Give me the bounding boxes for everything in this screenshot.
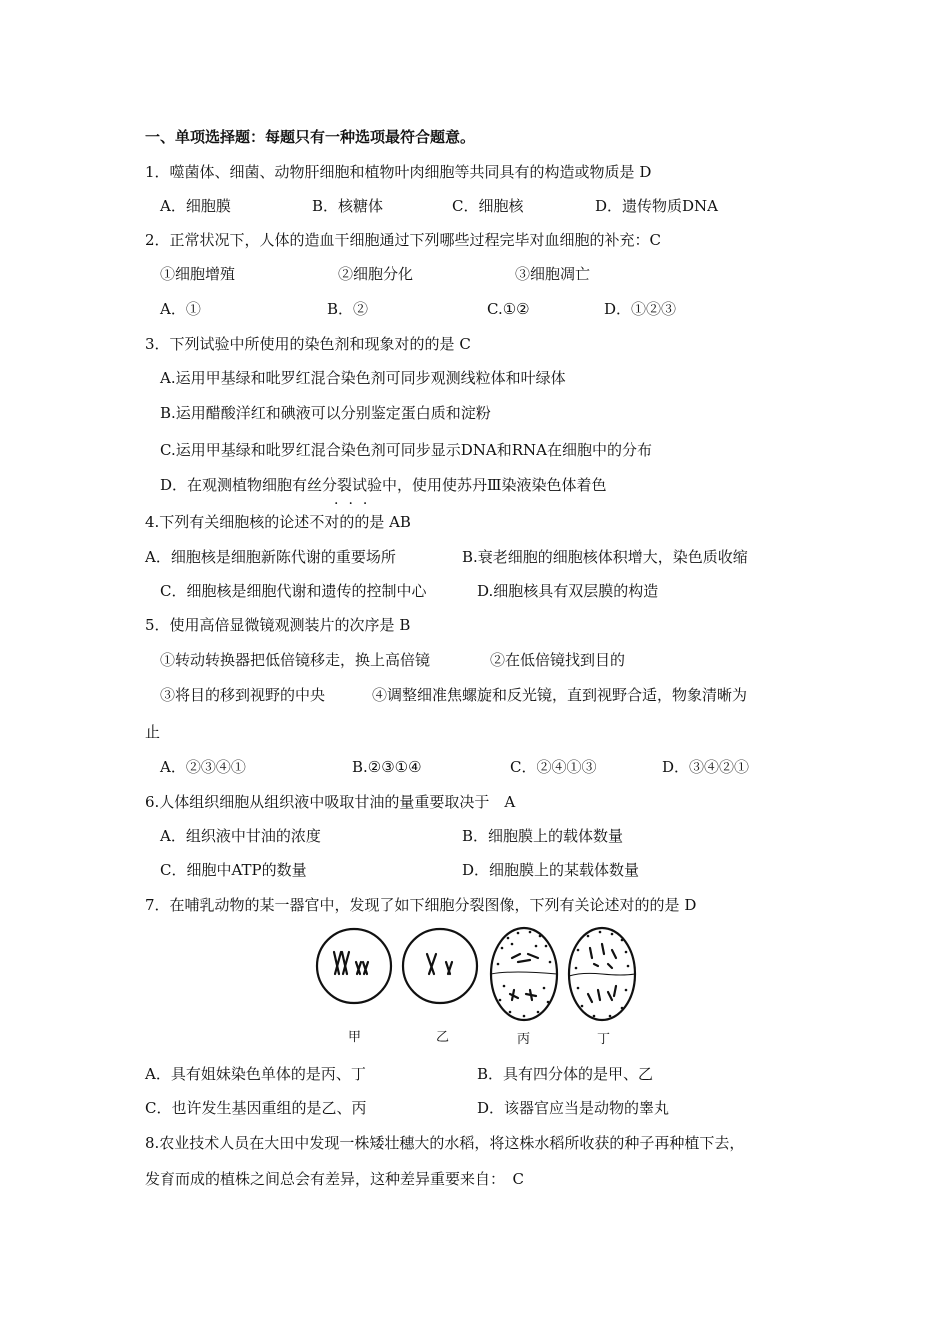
question-1-option-c: C．细胞核 [452,197,524,215]
question-3-option-a: A.运用甲基绿和吡罗红混合染色剂可同步观测线粒体和叶绿体 [160,369,566,387]
question-6-option-a: A．组织液中甘油的浓度 [160,827,321,845]
question-1-stem: 1．噬菌体、细菌、动物肝细胞和植物叶肉细胞等共同具有的构造或物质是 D [145,163,652,181]
question-8-stem-line-1: 8.农业技术人员在大田中发现一株矮壮穗大的水稻，将这株水稻所收获的种子再种植下去， [145,1134,745,1152]
section-heading: 一、单项选择题：每题只有一种选项最符合题意。 [145,128,476,146]
question-3-option-b: B.运用醋酸洋红和碘液可以分别鉴定蛋白质和淀粉 [160,404,491,422]
question-4-stem: 4.下列有关细胞核的论述不对的的是 AB [145,513,411,531]
question-5-option-c: C．②④①③ [510,758,597,776]
question-3-option-c: C.运用甲基绿和吡罗红混合染色剂可同步显示DNA和RNA在细胞中的分布 [160,441,652,459]
cell-division-drawing [312,924,642,1044]
question-5-item-2: ②在低倍镜找到目的 [490,651,626,669]
emphasis-dots: ··· [334,496,378,512]
question-5-item-3: ③将目的移到视野的中央 [160,686,326,704]
question-5-stem: 5．使用高倍显微镜观测装片的次序是 B [145,616,411,634]
question-5-item-1: ①转动转换器把低倍镜移走，换上高倍镜 [160,651,431,669]
question-2-option-d: D．①②③ [604,300,677,318]
question-8-stem-line-2: 发育而成的植株之间总会有差异，这种差异重要来自： C [145,1170,524,1188]
question-4-option-d: D.细胞核具有双层膜的构造 [477,582,659,600]
question-4-option-c: C．细胞核是细胞代谢和遗传的控制中心 [160,582,427,600]
question-7-option-a: A．具有姐妹染色单体的是丙、丁 [145,1065,366,1083]
figure-label-yi: 乙 [436,1030,450,1045]
question-4-option-a: A．细胞核是细胞新陈代谢的重要场所 [145,548,396,566]
question-6-stem: 6.人体组织细胞从组织液中吸取甘油的量重要取决于 A [145,793,516,811]
question-7-stem: 7．在哺乳动物的某一器官中，发现了如下细胞分裂图像，下列有关论述对的的是 D [145,896,697,914]
question-6-option-d: D．细胞膜上的某载体数量 [462,861,640,879]
figure-label-jia: 甲 [348,1030,362,1045]
question-1-option-d: D．遗传物质DNA [595,197,719,215]
question-5-option-d: D．③④②① [662,758,750,776]
question-2-option-b: B．② [327,300,369,318]
question-4-option-b: B.衰老细胞的细胞核体积增大，染色质收缩 [462,548,748,566]
question-5-item-4: ④调整细准焦螺旋和反光镜，直到视野合适，物象清晰为 [372,686,748,704]
question-5-option-a: A．②③④① [160,758,246,776]
question-5-item-4-continued: 止 [145,723,161,741]
question-2-option-a: A．① [160,300,201,318]
question-1-option-b: B．核糖体 [312,197,384,215]
question-1-option-a: A．细胞膜 [160,197,231,215]
question-6-option-c: C．细胞中ATP的数量 [160,861,307,879]
question-2-option-c: C.①② [487,300,530,318]
question-2-stem: 2．正常状况下，人体的造血干细胞通过下列哪些过程完毕对血细胞的补充：C [145,231,662,249]
question-3-stem: 3．下列试验中所使用的染色剂和现象对的的是 C [145,335,471,353]
question-7-option-b: B．具有四分体的是甲、乙 [477,1065,654,1083]
figure-label-bing: 丙 [517,1032,531,1047]
question-2-item-3: ③细胞凋亡 [515,265,591,283]
question-5-option-b: B.②③①④ [352,758,422,776]
cell-division-figure [312,924,642,1047]
figure-label-ding: 丁 [597,1032,611,1047]
question-7-option-d: D．该器官应当是动物的睾丸 [477,1099,670,1117]
question-7-option-c: C．也许发生基因重组的是乙、丙 [145,1099,367,1117]
question-6-option-b: B．细胞膜上的载体数量 [462,827,624,845]
question-2-item-1: ①细胞增殖 [160,265,236,283]
question-3-option-d: D．在观测植物细胞有丝分裂试验中，使用使苏丹Ⅲ染液染色体着色 [160,476,607,494]
question-2-item-2: ②细胞分化 [338,265,414,283]
